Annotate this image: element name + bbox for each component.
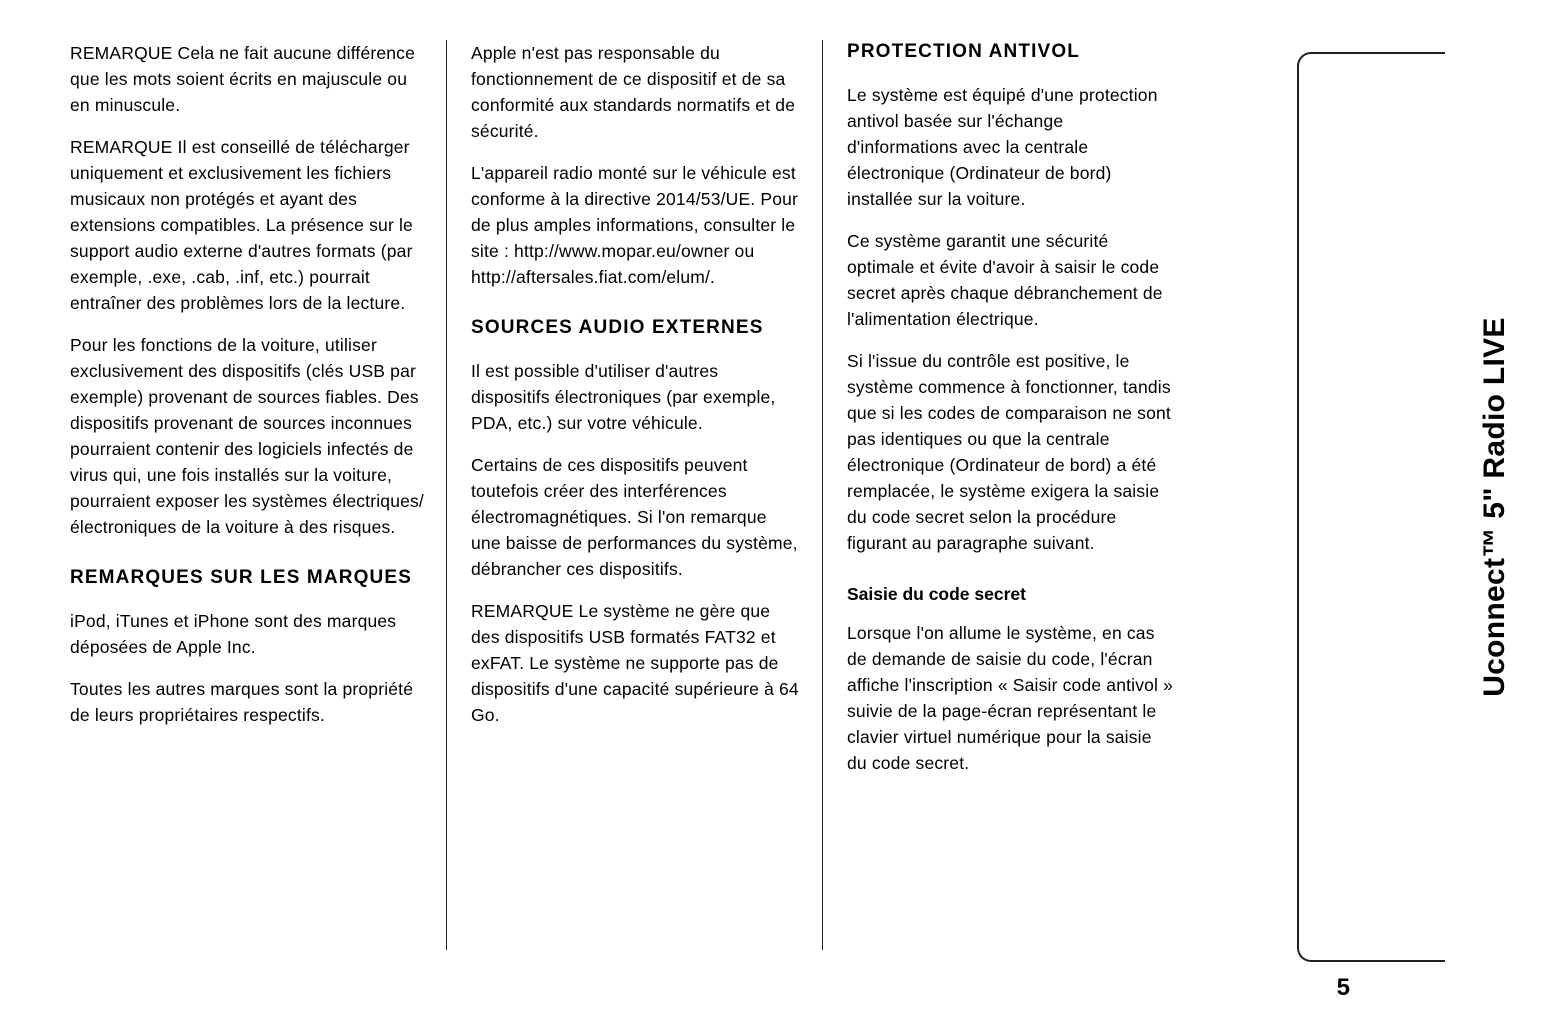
paragraph: Si l'issue du contrôle est positive, le système commence à fonctionner, tandis que si les codes de comparaison ne sont pas identiques ou que la centrale électronique (Ordinateur de bord) a été remplacée, le système exigera la saisie du code secret selon la procédure figurant au paragraphe suivant.: [847, 351, 1171, 553]
section-heading-trademarks: REMARQUES SUR LES MARQUES: [70, 567, 413, 588]
paragraph: Apple n'est pas responsable du fonctionnement de ce dispositif et de sa conformité aux standards normatifs et de sécurité.: [471, 43, 796, 141]
paragraph: REMARQUE Cela ne fait aucune différence que les mots soient écrits en majuscule ou en minuscule.: [70, 43, 416, 115]
paragraph: iPod, iTunes et iPhone sont des marques déposées de Apple Inc.: [70, 611, 397, 657]
column-left: [70, 40, 446, 950]
paragraph: Lorsque l'on allume le système, en cas de demande de saisie du code, l'écran affiche l'inscription « Saisir code antivol » suivie de la page-écran représentant le clavier virtuel numérique pour la saisie du code secret.: [847, 623, 1174, 773]
column-right: [822, 40, 1198, 950]
side-tab: [1297, 52, 1445, 962]
subsection-heading-secret-code-entry: Saisie du code secret: [847, 584, 1026, 604]
paragraph: Certains de ces dispositifs peuvent toutefois créer des interférences électromagnétiques. Si l'on remarque une baisse de performances du système, débrancher ces dispositifs.: [471, 455, 798, 579]
paragraph: REMARQUE Le système ne gère que des dispositifs USB formatés FAT32 et exFAT. Le système ne supporte pas de dispositifs d'une capacité supérieure à 64 Go.: [471, 601, 799, 725]
paragraph: L'appareil radio monté sur le véhicule est conforme à la directive 2014/53/UE. Pour de plus amples informations, consulter le site : http://www.mopar.eu/owner ou http://aftersales.fiat.com/elum/.: [471, 163, 799, 287]
page-number: 5: [1336, 974, 1350, 1001]
paragraph: REMARQUE Il est conseillé de télécharger uniquement et exclusivement les fichiers musicaux non protégés et ayant des extensions compatibles. La présence sur le support audio externe d'autres formats (par exemple, .exe, .cab, .inf, etc.) pourrait entraîner des problèmes lors de la lecture.: [70, 137, 413, 313]
section-heading-antitheft-protection: PROTECTION ANTIVOL: [847, 41, 1081, 62]
paragraph: Il est possible d'utiliser d'autres dispositifs électroniques (par exemple, PDA, etc.) sur votre véhicule.: [471, 361, 776, 433]
paragraph: Ce système garantit une sécurité optimale et évite d'avoir à saisir le code secret après chaque débranchement de l'alimentation électrique.: [847, 231, 1163, 329]
paragraph: Toutes les autres marques sont la propriété de leurs propriétaires respectifs.: [70, 679, 414, 725]
column-middle: [446, 40, 822, 950]
paragraph: Le système est équipé d'une protection antivol basée sur l'échange d'informations avec la centrale électronique (Ordinateur de bord) installée sur la voiture.: [847, 85, 1158, 209]
side-tab-label: Uconnect™ 5" Radio LIVE: [1478, 317, 1511, 697]
section-heading-external-audio-sources: SOURCES AUDIO EXTERNES: [471, 317, 764, 338]
page-columns: [70, 40, 1270, 950]
paragraph: Pour les fonctions de la voiture, utiliser exclusivement des dispositifs (clés USB par exemple) provenant de sources fiables. Des dispositifs provenant de sources inconnues pourraient contenir des logiciels infectés de virus qui, une fois installés sur la voiture, pourraient exposer les systèmes électriques/électroniques de la voiture à des risques.: [70, 335, 424, 537]
